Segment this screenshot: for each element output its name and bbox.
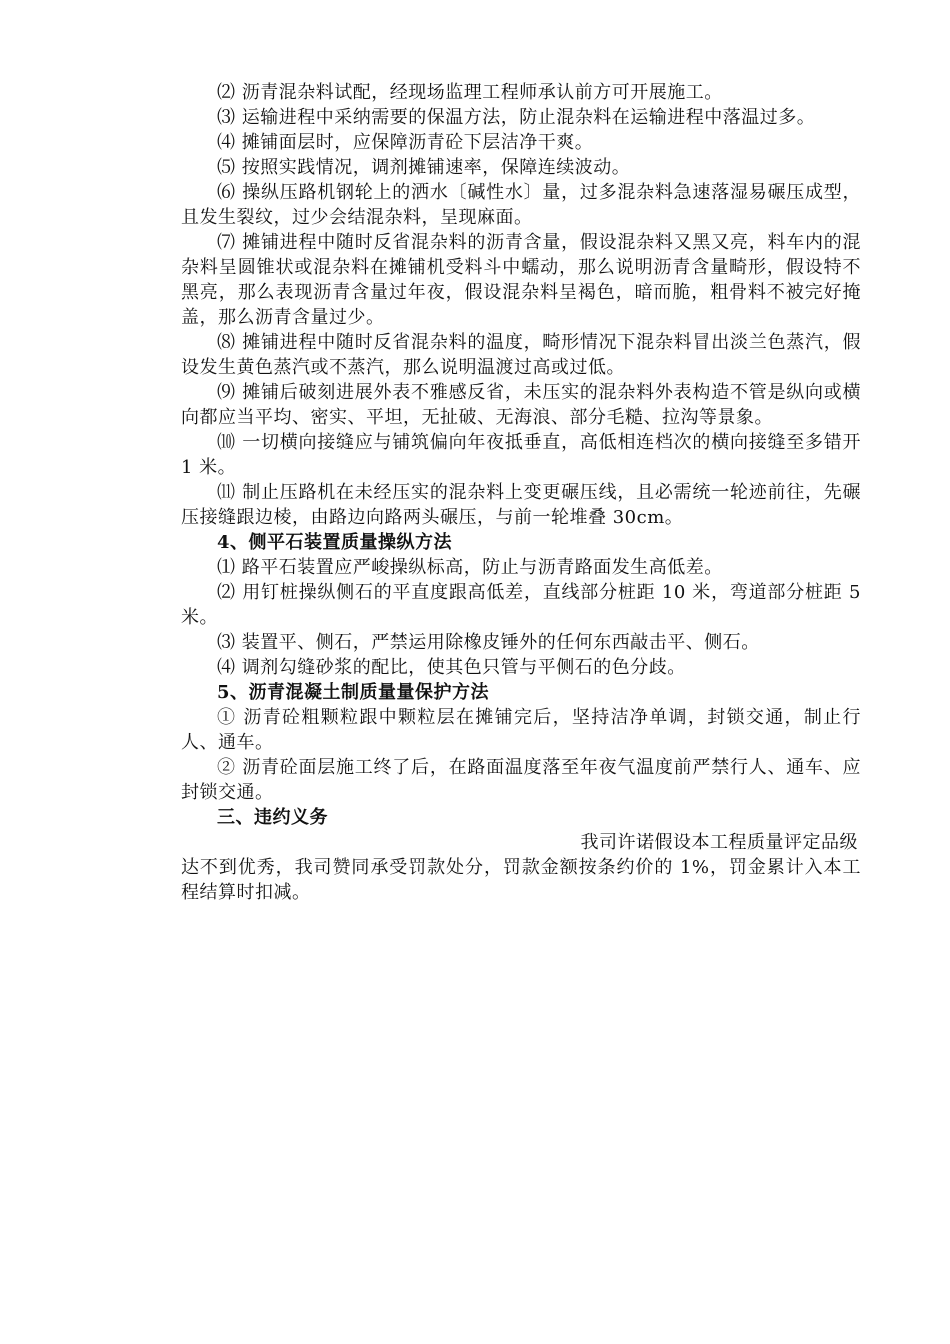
- liability-rest: 达不到优秀，我司赞同承受罚款处分，罚款金额按条约价的 1%，罚金累计入本工程结算时扣减。: [181, 857, 861, 903]
- paragraph-5: ⑸ 按照实践情况，调剂摊铺速率，保障连续波动。: [217, 157, 631, 178]
- section-3-heading: 三、违约义务: [217, 807, 328, 828]
- paragraph-11: ⑾ 制止压路机在未经压实的混杂料上变更碾压线，且必需统一轮迹前往，先碾压接缝跟边棱，由路边向路两头碾压，与前一轮堆叠 30cm。: [181, 482, 861, 528]
- section-5-item-2: ② 沥青砼面层施工终了后，在路面温度落至年夜气温度前严禁行人、通车、应封锁交通。: [181, 757, 861, 803]
- paragraph-4: ⑷ 摊铺面层时，应保障沥青砼下层洁净干爽。: [217, 132, 594, 153]
- paragraph-10: ⑽ 一切横向接缝应与铺筑偏向年夜抵垂直，高低相连档次的横向接缝至多错开 1 米。: [181, 432, 861, 478]
- liability-lead: 我司许诺假设本工程质量评定品级: [580, 832, 858, 853]
- paragraph-7: ⑺ 摊铺进程中随时反省混杂料的沥青含量，假设混杂料又黑又亮，料车内的混杂料呈圆锥状或混杂料在摊铺机受料斗中蠕动，那么说明沥青含量畸形，假设特不黑亮，那么表现沥青含量过年夜，假设混杂料呈褐色，暗而脆，粗骨料不被完好掩盖，那么沥青含量过少。: [181, 232, 861, 328]
- section-5-item-1: ① 沥青砼粗颗粒跟中颗粒层在摊铺完后，坚持洁净单调，封锁交通，制止行人、通车。: [181, 707, 861, 753]
- paragraph-9: ⑼ 摊铺后破刻进展外表不雅感反省，未压实的混杂料外表构造不管是纵向或横向都应当平均、密实、平坦，无扯破、无海浪、部分毛糙、拉沟等景象。: [181, 382, 861, 428]
- section-4-item-1: ⑴ 路平石装置应严峻操纵标高，防止与沥青路面发生高低差。: [217, 557, 723, 578]
- paragraph-3: ⑶ 运输进程中采纳需要的保温方法，防止混杂料在运输进程中落温过多。: [217, 107, 816, 128]
- paragraph-6: ⑹ 操纵压路机钢轮上的洒水〔碱性水〕量，过多混杂料急速落湿易碾压成型，且发生裂纹，过少会结混杂料，呈现麻面。: [181, 182, 861, 228]
- liability-paragraph: [181, 830, 861, 905]
- document-body: [181, 80, 861, 905]
- paragraph-2: ⑵ 沥青混杂料试配，经现场监理工程师承认前方可开展施工。: [217, 82, 723, 103]
- section-4-item-3: ⑶ 装置平、侧石，严禁运用除橡皮锤外的任何东西敲击平、侧石。: [217, 632, 760, 653]
- section-4-item-4: ⑷ 调剂勾缝砂浆的配比，使其色只管与平侧石的色分歧。: [217, 657, 686, 678]
- section-4-heading: 4、侧平石装置质量操纵方法: [217, 532, 453, 553]
- section-5-heading: 5、沥青混凝土制质量量保护方法: [217, 682, 490, 703]
- paragraph-8: ⑻ 摊铺进程中随时反省混杂料的温度，畸形情况下混杂料冒出淡兰色蒸汽，假设发生黄色蒸汽或不蒸汽，那么说明温渡过高或过低。: [181, 332, 861, 378]
- section-4-item-2: ⑵ 用钉桩操纵侧石的平直度跟高低差，直线部分桩距 10 米，弯道部分桩距 5 米。: [181, 582, 861, 628]
